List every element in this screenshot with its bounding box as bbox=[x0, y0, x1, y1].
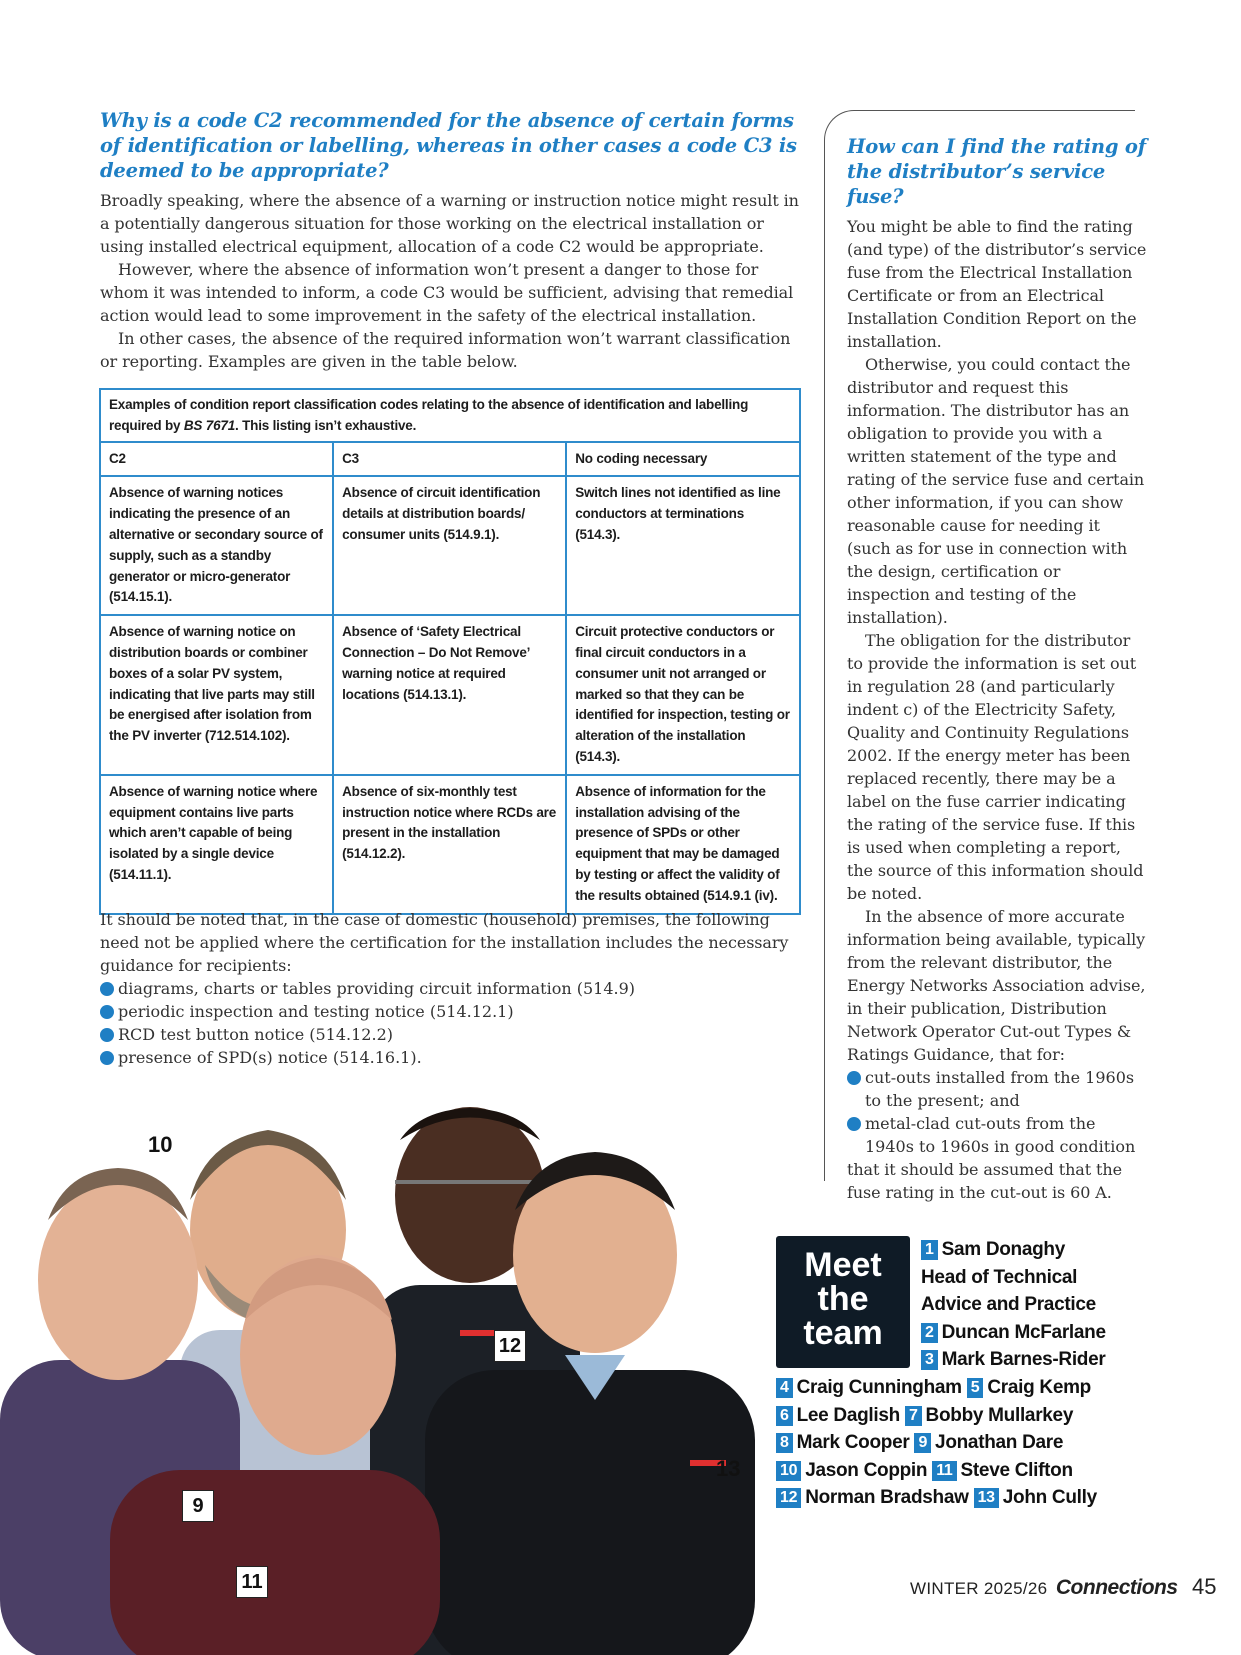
cutout-list bbox=[847, 1066, 1147, 1158]
list-item: RCD test button notice (514.12.2) bbox=[100, 1023, 810, 1046]
photo-label-9: 9 bbox=[182, 1490, 214, 1522]
bullet-dot-icon bbox=[847, 1071, 861, 1085]
paragraph-1: Broadly speaking, where the absence of a warning or instruction notice might result in a potentially dangerous situation for those working on the electrical installation or using installed electrical equipment, allocation of a code C2 would be appropriate. bbox=[100, 191, 799, 256]
team-list-bottom bbox=[776, 1374, 1097, 1512]
member-number: 12 bbox=[776, 1488, 801, 1508]
sidebar-question: How can I find the rating of the distributor’s service fuse? bbox=[847, 135, 1146, 208]
member-name: Craig Kemp bbox=[987, 1377, 1091, 1398]
team-row bbox=[776, 1374, 1097, 1402]
member-name: Mark Barnes-Rider bbox=[941, 1349, 1106, 1370]
member-number: 9 bbox=[914, 1433, 931, 1453]
member-name: John Cully bbox=[1002, 1487, 1097, 1508]
sidebar-paragraph-4: In the absence of more accurate information being available, typically from the relevant distributor, the Energy Networks Association advise, in their publication, Distribution Network Operator Cut-out Types & Ratings Guidance, that for: bbox=[847, 907, 1146, 1064]
team-row bbox=[776, 1484, 1097, 1512]
issue-label: WINTER 2025/26 bbox=[910, 1579, 1048, 1598]
table-cell: Absence of ‘Safety Electrical Connection – Do Not Remove’ warning notice at required locations (514.13.1). bbox=[333, 615, 566, 775]
team-row bbox=[776, 1429, 1097, 1457]
bullet-dot-icon bbox=[100, 1051, 114, 1065]
member-number: 8 bbox=[776, 1433, 793, 1453]
table-cell: Absence of warning notice on distribution boards or combiner boxes of a solar PV system, indicating that live parts may still be energised after isolation from the PV inverter (712.514.102). bbox=[100, 615, 333, 775]
sidebar-paragraph-2: Otherwise, you could contact the distributor and request this information. The distributor has an obligation to provide you with a written statement of the type and rating of the service fuse and certain other information, if you can show reasonable cause for needing it (such as for use in connection with the design, certification or inspection and testing of the installation). bbox=[847, 355, 1145, 627]
table-cell: Switch lines not identified as line conductors at terminations (514.3). bbox=[566, 476, 800, 615]
table-row bbox=[100, 615, 800, 775]
table-cell: Absence of warning notices indicating the presence of an alternative or secondary source of supply, such as a standby generator or micro-generator (514.15.1). bbox=[100, 476, 333, 615]
exemption-list bbox=[100, 977, 810, 1069]
photo-label-11: 11 bbox=[236, 1566, 268, 1598]
paragraph-3: In other cases, the absence of the required information won’t warrant classification or reporting. Examples are given in the table below. bbox=[100, 329, 791, 371]
member-name: Craig Cunningham bbox=[796, 1377, 962, 1398]
member-number: 3 bbox=[921, 1350, 938, 1370]
team-member bbox=[921, 1319, 1106, 1347]
list-item: presence of SPD(s) notice (514.16.1). bbox=[100, 1046, 810, 1069]
member-number: 2 bbox=[921, 1323, 938, 1343]
domestic-note: It should be noted that, in the case of domestic (household) premises, the following need not be applied where the certification for the installation includes the necessary guidance for recipients: bbox=[100, 910, 789, 975]
page-number: 45 bbox=[1192, 1574, 1217, 1599]
member-name: Sam Donaghy bbox=[941, 1239, 1066, 1260]
paragraph-2: However, where the absence of information won’t present a danger to those for whom it was intended to inform, a code C3 would be sufficient, advising that remedial action would lead to some improvement in the safety of the electrical installation. bbox=[100, 260, 794, 325]
table-caption: Examples of condition report classification codes relating to the absence of identification and labelling required by BS 7671. This listing isn’t exhaustive. bbox=[100, 389, 800, 442]
meet-the-team-box bbox=[776, 1236, 910, 1368]
sidebar-conclusion: that it should be assumed that the fuse rating in the cut-out is 60 A. bbox=[847, 1160, 1122, 1202]
member-number: 7 bbox=[905, 1406, 922, 1426]
table-cell: Absence of information for the installation advising of the presence of SPDs or other equipment that may be damaged by testing or affect the validity of the results obtained (514.9.1 (iv). bbox=[566, 775, 800, 914]
sidebar-article bbox=[847, 134, 1147, 1204]
member-name: Jonathan Dare bbox=[935, 1432, 1064, 1453]
team-member-role: Head of Technical bbox=[921, 1266, 1078, 1288]
classification-table bbox=[99, 388, 801, 915]
after-table-section bbox=[100, 908, 810, 1069]
table-cell: Absence of warning notice where equipment contains live parts which aren’t capable of being isolated by a single device (514.11.1). bbox=[100, 775, 333, 914]
table-cell: Circuit protective conductors or final circuit conductors in a consumer unit not arranged or marked so that they can be identified for inspection, testing or alteration of the installation (514.3). bbox=[566, 615, 800, 775]
member-name: Norman Bradshaw bbox=[805, 1487, 969, 1508]
bullet-dot-icon bbox=[100, 982, 114, 996]
list-item: cut-outs installed from the 1960s to the present; and bbox=[847, 1066, 1147, 1112]
team-photo-illustration bbox=[0, 1100, 800, 1655]
member-number: 11 bbox=[932, 1461, 956, 1481]
bullet-dot-icon bbox=[847, 1117, 861, 1131]
member-number: 10 bbox=[776, 1461, 801, 1481]
main-article bbox=[100, 108, 805, 373]
table-header-no-coding: No coding necessary bbox=[566, 442, 800, 477]
team-list-top bbox=[921, 1236, 1106, 1374]
photo-label-13: 13 bbox=[716, 1456, 741, 1481]
member-name: Bobby Mullarkey bbox=[925, 1404, 1074, 1426]
photo-label-10: 10 bbox=[148, 1132, 173, 1157]
question-heading: Why is a code C2 recommended for the absence of certain forms of identification or labelling, whereas in other cases a code C3 is deemed to be appropriate? bbox=[100, 109, 797, 182]
member-name: Duncan McFarlane bbox=[941, 1321, 1106, 1343]
table-header-c3: C3 bbox=[333, 442, 566, 477]
table-cell: Absence of six-monthly test instruction notice where RCDs are present in the installation (514.12.2). bbox=[333, 775, 566, 914]
page-footer bbox=[910, 1574, 1216, 1600]
table-row bbox=[100, 476, 800, 615]
member-name: Jason Coppin bbox=[805, 1459, 928, 1481]
team-member bbox=[921, 1236, 1106, 1264]
bullet-dot-icon bbox=[100, 1005, 114, 1019]
sidebar-paragraph-1: You might be able to find the rating (and type) of the distributor’s service fuse from the Electrical Installation Certificate or from an Electrical Installation Condition Report on the installation. bbox=[847, 217, 1147, 351]
list-item: periodic inspection and testing notice (514.12.1) bbox=[100, 1000, 810, 1023]
member-number: 13 bbox=[974, 1488, 999, 1508]
team-member-role: Advice and Practice bbox=[921, 1294, 1096, 1315]
magazine-title: Connections bbox=[1055, 1576, 1178, 1599]
meet-heading-line: the bbox=[817, 1280, 869, 1318]
member-number: 1 bbox=[921, 1240, 938, 1260]
table-header-c2: C2 bbox=[100, 442, 333, 477]
team-member bbox=[921, 1346, 1106, 1374]
member-name: Lee Daglish bbox=[796, 1404, 900, 1426]
list-item: diagrams, charts or tables providing circuit information (514.9) bbox=[100, 977, 810, 1000]
member-name: Mark Cooper bbox=[796, 1432, 910, 1453]
table-row bbox=[100, 775, 800, 914]
member-number: 4 bbox=[776, 1378, 793, 1398]
team-row bbox=[776, 1457, 1097, 1485]
member-name: Steve Clifton bbox=[960, 1459, 1073, 1481]
sidebar-paragraph-3: The obligation for the distributor to provide the information is set out in regulation 28 (and particularly indent c) of the Electricity Safety, Quality and Continuity Regulations 2002. If the energy meter has been replaced recently, there may be a label on the fuse carrier indicating the rating of the service fuse. If this is used when completing a report, the source of this information should be noted. bbox=[847, 631, 1144, 903]
list-item: metal-clad cut-outs from the 1940s to 1960s in good condition bbox=[847, 1112, 1147, 1158]
photo-label-12: 12 bbox=[494, 1330, 526, 1362]
team-photo bbox=[0, 1100, 800, 1655]
team-row bbox=[776, 1402, 1097, 1430]
member-number: 6 bbox=[776, 1406, 793, 1426]
meet-heading-line: team bbox=[803, 1314, 883, 1352]
meet-heading-line: Meet bbox=[804, 1246, 882, 1284]
bullet-dot-icon bbox=[100, 1028, 114, 1042]
table-cell: Absence of circuit identification details at distribution boards/ consumer units (514.9.1). bbox=[333, 476, 566, 615]
member-number: 5 bbox=[967, 1378, 984, 1398]
